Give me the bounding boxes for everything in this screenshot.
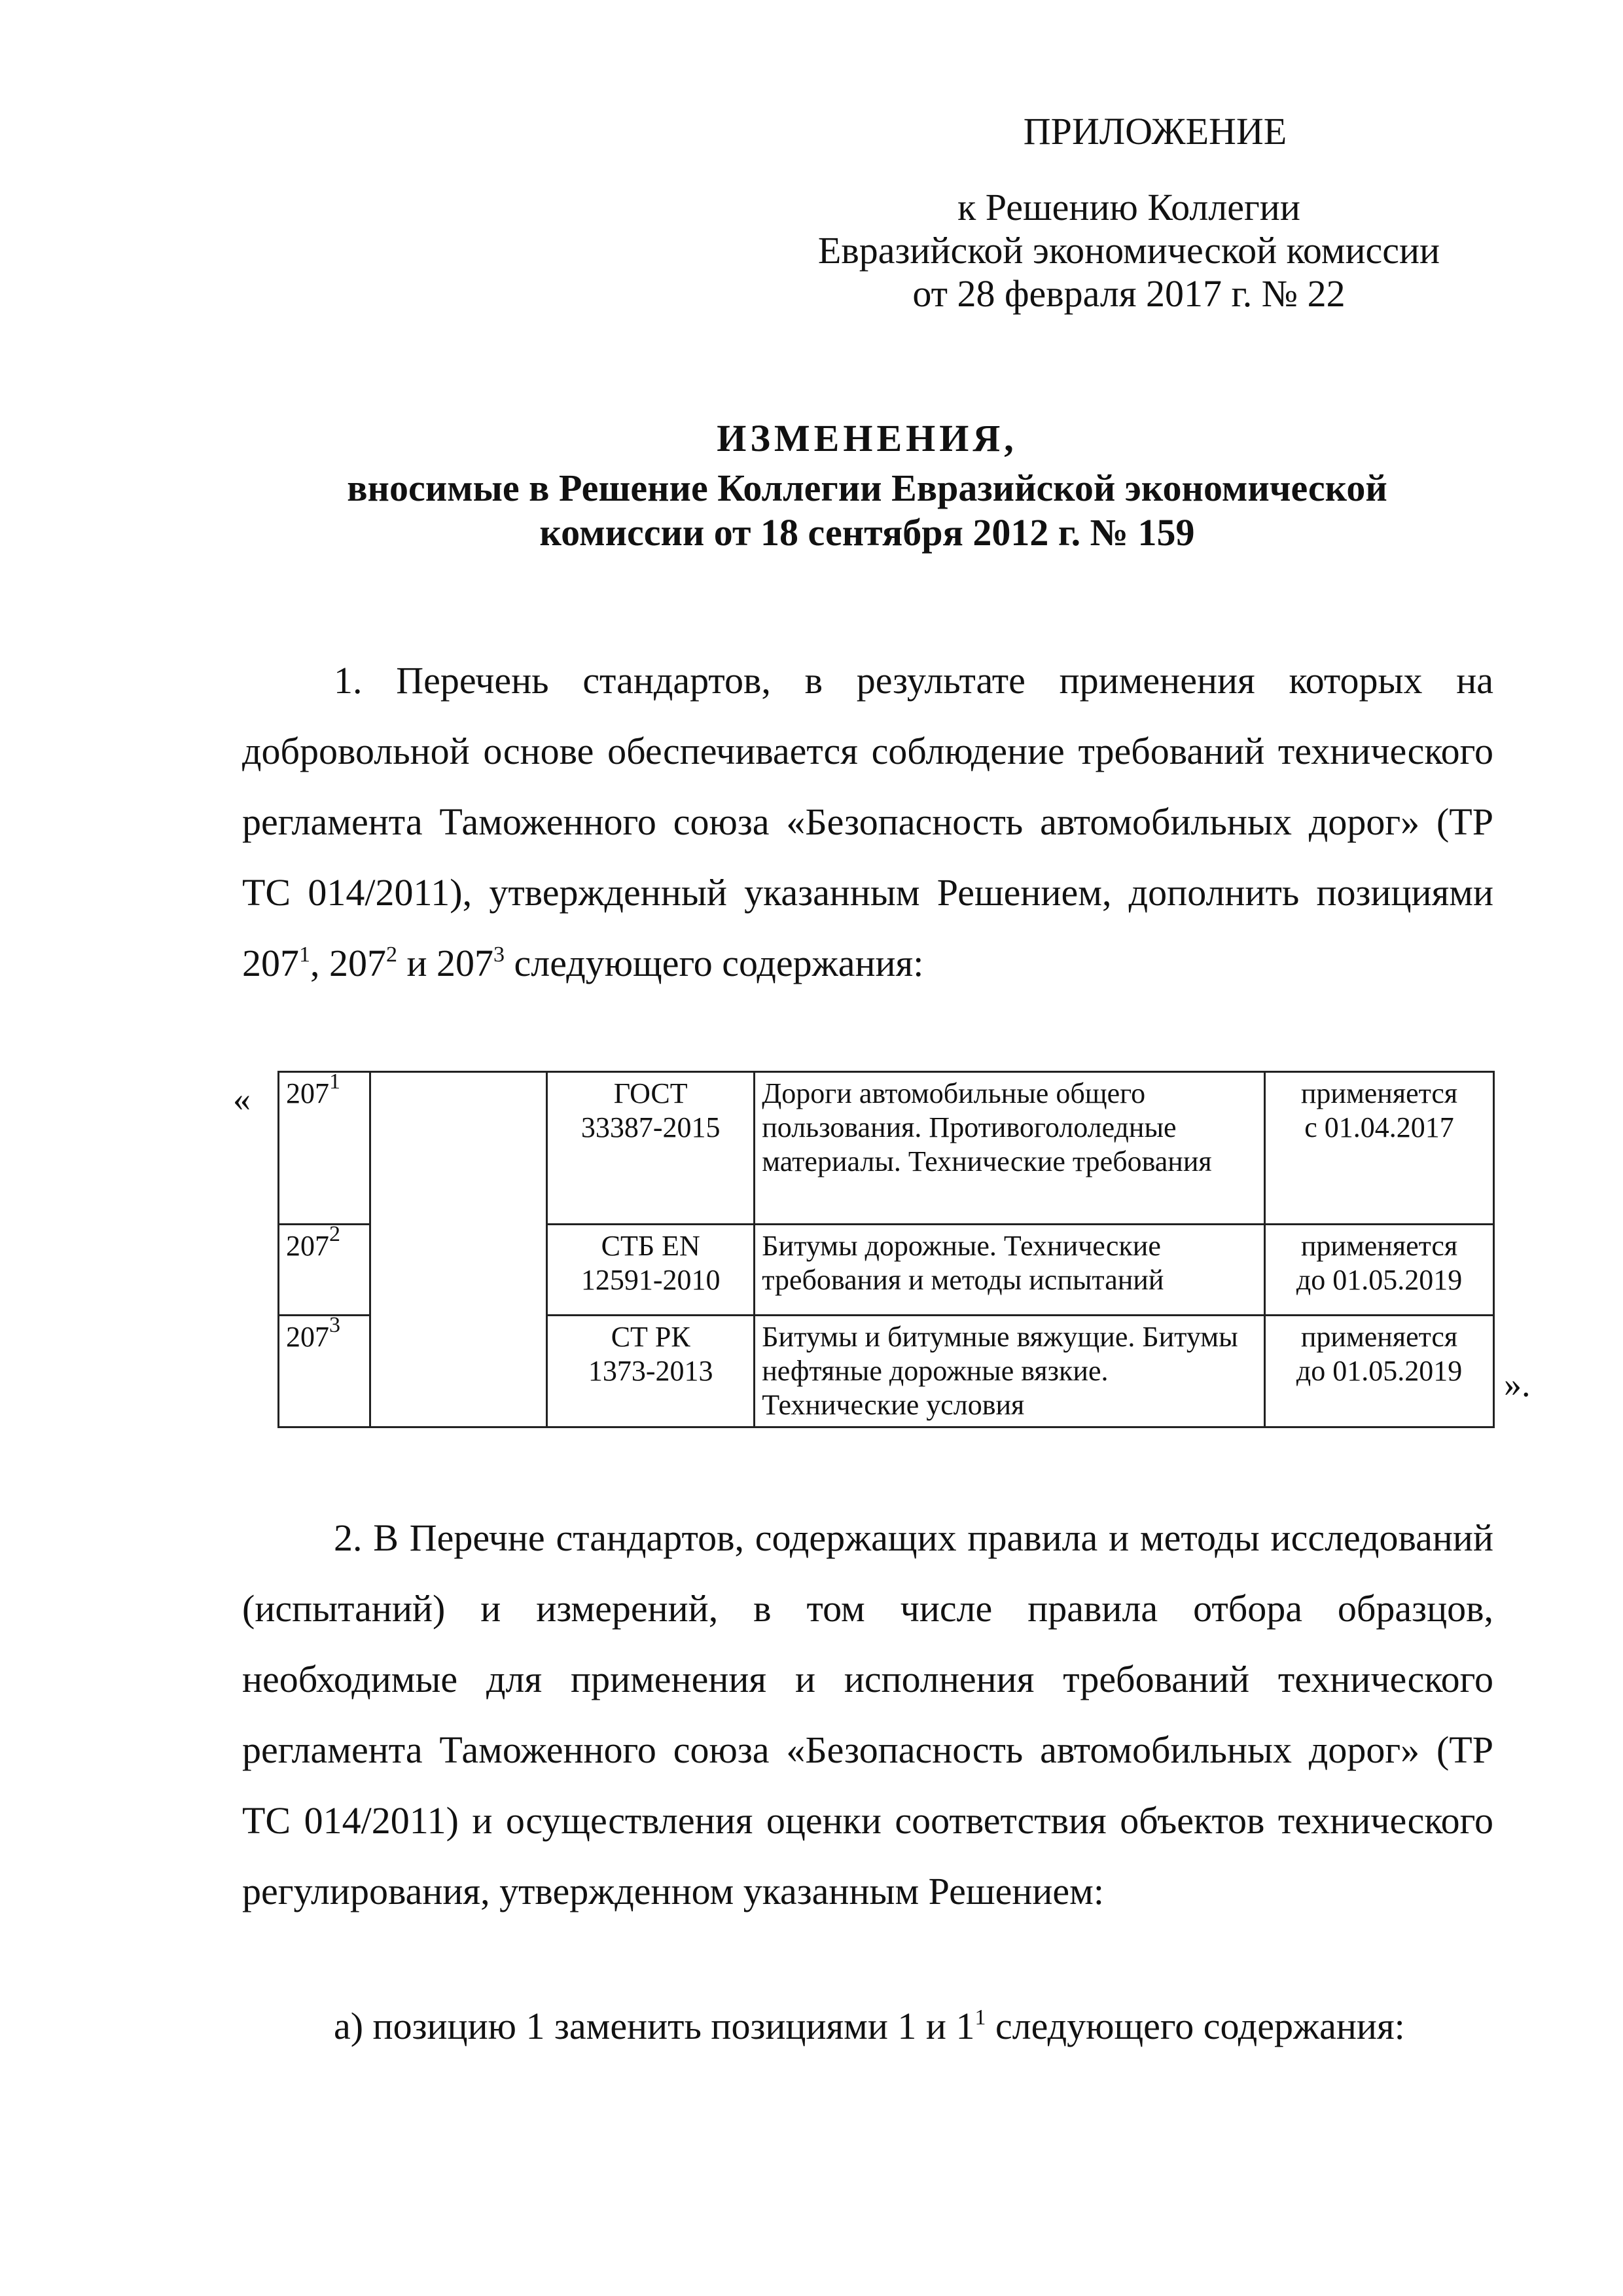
standard-code: СТ РК 1373-2013 — [547, 1316, 755, 1427]
position-number: $207^3$ — [279, 1316, 370, 1427]
standard-status: применяется до 01.05.2019 — [1265, 1316, 1494, 1427]
paragraph-1 — [242, 645, 1493, 999]
annex-line-3: от 28 февраля 2017 г. № 22 — [912, 272, 1346, 315]
paragraph-2a-tail: следующего содержания: — [986, 2005, 1405, 2047]
paragraph-1-sep-1: , 207 — [310, 942, 386, 984]
sup-1: 1 — [299, 942, 310, 967]
table-row — [279, 1072, 1494, 1225]
annex-title: ПРИЛОЖЕНИЕ — [1023, 110, 1287, 152]
standard-title: Битумы дорожные. Технические требования и методы испытаний — [755, 1225, 1265, 1316]
sup-3: 3 — [493, 942, 505, 967]
standard-code: СТБ EN 12591-2010 — [547, 1225, 755, 1316]
empty-cell — [370, 1072, 546, 1427]
position-number: $207^1$ — [279, 1072, 370, 1225]
standard-status: применяется до 01.05.2019 — [1265, 1225, 1494, 1316]
paragraph-2 — [242, 1503, 1493, 1927]
table-quote-open: « — [233, 1079, 251, 1119]
annex-reference — [753, 186, 1505, 315]
standard-title: Битумы и битумные вяжущие. Битумы нефтяные дорожные вязкие. Технические условия — [755, 1316, 1265, 1427]
paragraph-1-sep-2: и 207 — [397, 942, 494, 984]
sup-2: 2 — [386, 942, 397, 967]
standard-code: ГОСТ 33387-2015 — [547, 1072, 755, 1225]
position-number: $207^2$ — [279, 1225, 370, 1316]
annex-line-2: Евразийской экономической комиссии — [817, 229, 1440, 272]
standard-title: Дороги автомобильные общего пользования. Противогололедные материалы. Технические требования — [755, 1072, 1265, 1225]
table-quote-close: ». — [1504, 1365, 1531, 1404]
subheading-line-2: комиссии от 18 сентября 2012 г. № 159 — [539, 511, 1195, 554]
paragraph-2a-text: а) позицию 1 заменить позициями 1 и 1 — [334, 2005, 975, 2047]
standards-table — [277, 1071, 1495, 1428]
standard-status: применяется с 01.04.2017 — [1265, 1072, 1494, 1225]
annex-line-1: к Решению Коллегии — [957, 186, 1300, 228]
sup-2a: 1 — [974, 2005, 986, 2030]
document-subheading — [242, 466, 1492, 555]
subheading-line-1: вносимые в Решение Коллегии Евразийской экономической — [347, 467, 1387, 509]
paragraph-2a — [242, 1991, 1493, 2062]
paragraph-2-text: 2. В Перечне стандартов, содержащих правила и методы исследований (испытаний) и измерений, в том числе правила отбора образцов, необходимые для применения и исполнения требований технического регламента Таможенного союза «Безопасность автомобильных дорог» (ТР ТС 014/2011) и осуществления оценки соответствия объектов технического регулирования, утвержденном указанным Решением: — [242, 1516, 1493, 1912]
paragraph-1-text: 1. Перечень стандартов, в результате применения которых на добровольной основе обеспечивается соблюдение требований технического регламента Таможенного союза «Безопасность автомобильных дорог» (ТР ТС 014/2011), утвержденный указанным Решением, дополнить позициями 207 — [242, 659, 1493, 984]
document-heading: ИЗМЕНЕНИЯ, — [717, 417, 1018, 459]
paragraph-1-tail: следующего содержания: — [505, 942, 924, 984]
